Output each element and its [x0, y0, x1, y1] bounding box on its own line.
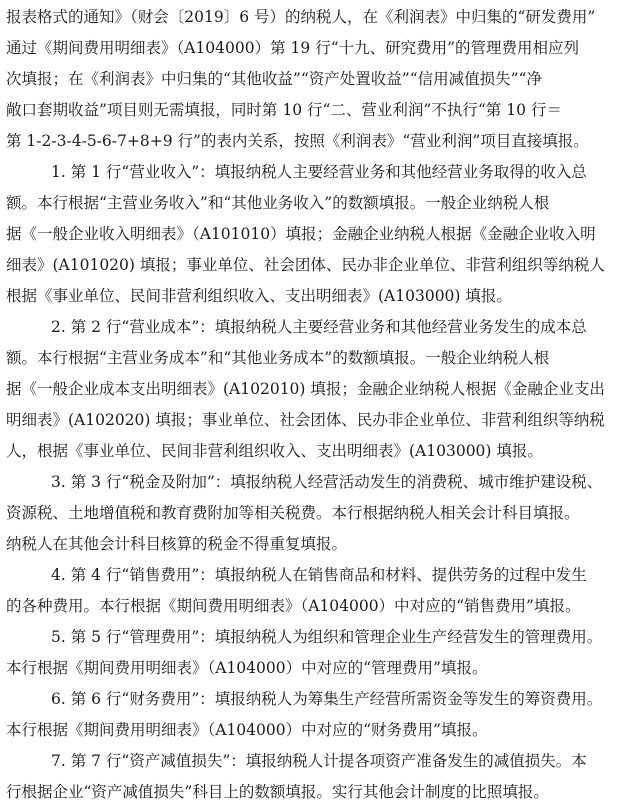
paragraph-first-line: 2. 第 2 行“营业成本”：填报纳税人主要经营业务和其他经营业务发生的成本总 [51, 318, 587, 336]
text-line: 敞口套期收益”项目则无需填报，同时第 10 行“二、营业利润”不执行“第 10 行＝ [6, 101, 562, 119]
paragraph-first-line: 3. 第 3 行“税金及附加”：填报纳税人经营活动发生的消费税、城市维护建设税、 [51, 473, 603, 491]
text-line: 次填报；在《利润表》中归集的“其他收益”“资产处置收益”“信用减值损失”“净 [6, 70, 542, 88]
text-line: 根据《事业单位、民间非营利组织收入、支出明细表》(A103000) 填报。 [6, 287, 512, 305]
paragraph-first-line: 4. 第 4 行“销售费用”：填报纳税人在销售商品和材料、提供劳务的过程中发生 [51, 566, 587, 584]
text-line: 资源税、土地增值税和教育费附加等相关税费。本行根据纳税人相关会计科目填报。 [6, 504, 580, 522]
paragraph-first-line: 5. 第 5 行“管理费用”：填报纳税人为组织和管理企业生产经营发生的管理费用。 [51, 628, 603, 646]
text-line: 第 1-2-3-4-5-6-7+8+9 行”的表内关系，按照《利润表》“营业利润”项目直接填报。 [6, 132, 589, 150]
text-line: 本行根据《期间费用明细表》（A104000）中对应的“财务费用”填报。 [6, 721, 488, 739]
text-line: 本行根据《期间费用明细表》（A104000）中对应的“管理费用”填报。 [6, 659, 488, 677]
text-line: 额。本行根据“主营业务收入”和“其他业务收入”的数额填报。一般企业纳税人根 [6, 194, 550, 212]
paragraph-first-line: 6. 第 6 行“财务费用”：填报纳税人为筹集生产经营所需资金等发生的筹资费用。 [51, 690, 603, 708]
text-line: 通过《期间费用明细表》（A104000）第 19 行“十九、研究费用”的管理费用相应列 [6, 39, 580, 57]
text-line: 明细表》(A102020) 填报；事业单位、社会团体、民办非企业单位、非营利组织等纳税 [6, 411, 605, 429]
text-line: 行根据企业“资产减值损失”科目上的数额填报。实行其他会计制度的比照填报。 [6, 783, 549, 801]
text-line: 报表格式的通知》（财会〔2019〕6 号）的纳税人，在《利润表》中归集的“研发费用” [6, 8, 596, 26]
paragraph-first-line: 7. 第 7 行“资产减值损失”：填报纳税人计提各项资产准备发生的减值损失。本 [51, 752, 587, 770]
text-line: 纳税人在其他会计科目核算的税金不得重复填报。 [6, 535, 348, 553]
text-line: 据《一般企业收入明细表》（A101010）填报；金融企业纳税人根据《金融企业收入明 [6, 225, 596, 243]
paragraph-first-line: 1. 第 1 行“营业收入”：填报纳税人主要经营业务和其他经营业务取得的收入总 [51, 163, 587, 181]
text-line: 细表》(A101020) 填报；事业单位、社会团体、民办非企业单位、非营利组织等纳税人 [6, 256, 605, 274]
text-line: 据《一般企业成本支出明细表》(A102010) 填报；金融企业纳税人根据《金融企业支出 [6, 380, 605, 398]
text-line: 人，根据《事业单位、民间非营利组织收入、支出明细表》(A103000) 填报。 [6, 442, 543, 460]
text-line: 额。本行根据“主营业务成本”和“其他业务成本”的数额填报。一般企业纳税人根 [6, 349, 550, 367]
text-line: 的各种费用。本行根据《期间费用明细表》（A104000）中对应的“销售费用”填报。 [6, 597, 581, 615]
